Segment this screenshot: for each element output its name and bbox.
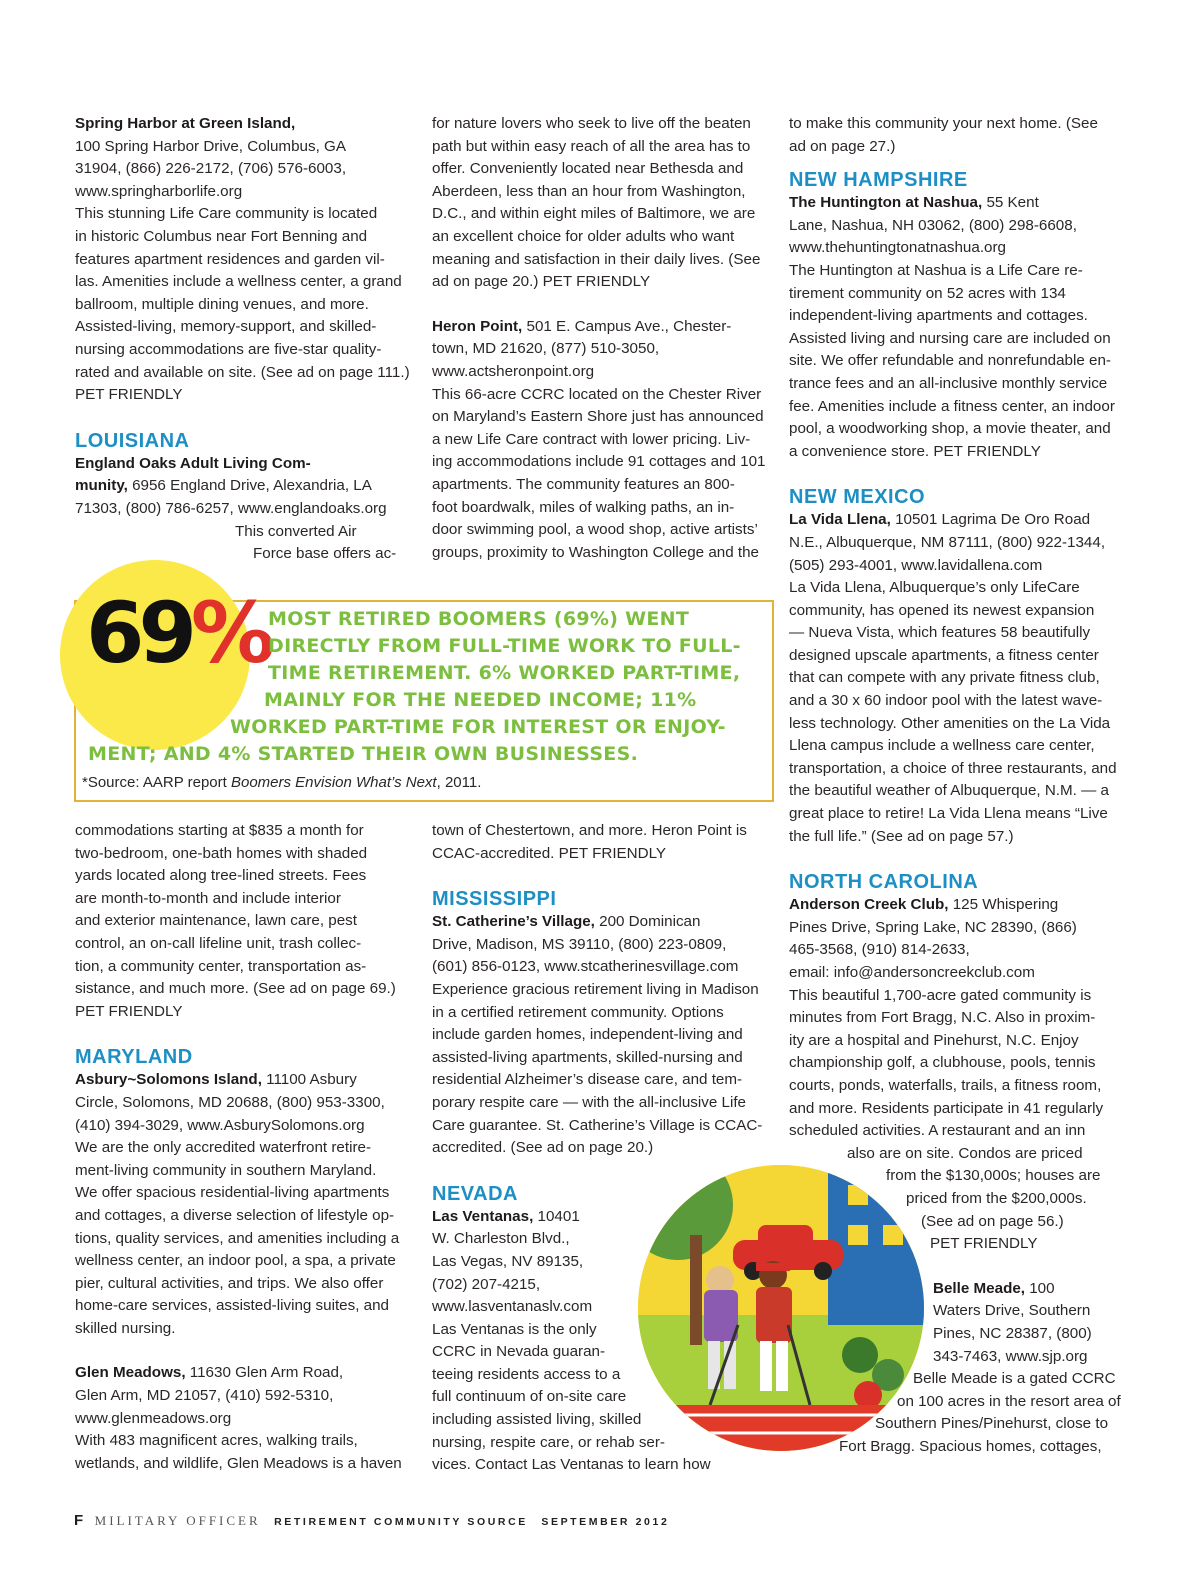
listing-body [75, 820, 415, 1023]
text-line: W. Charleston Blvd., [432, 1230, 570, 1248]
text-line: priced from the $200,000s. [906, 1189, 1087, 1207]
text-line: meaning and satisfaction in their daily lives. (See [432, 250, 761, 268]
text-line: transportation, a choice of three restaurants, and [789, 759, 1117, 777]
listing-name: Spring Harbor at Green Island, [75, 115, 296, 132]
text-line: ad on page 27.) [789, 137, 896, 155]
text-line: We are the only accredited waterfront retire- [75, 1139, 372, 1157]
text-line: and a 30 x 60 indoor pool with the latest wave- [789, 692, 1103, 710]
listing-body [432, 338, 772, 564]
text-line: rated and available on site. (See ad on page 111.) [75, 363, 410, 381]
text-line: www.glenmeadows.org [75, 1409, 232, 1427]
text-line: full continuum of on-site care [432, 1388, 627, 1406]
text-line: This beautiful 1,700-acre gated community is [789, 986, 1092, 1004]
state-heading-mississippi: MISSISSIPPI [432, 888, 557, 911]
text-line: — Nueva Vista, which features 58 beautifully [789, 624, 1091, 642]
text-line: Waters Drive, Southern [933, 1302, 1091, 1320]
listing-name: Asbury~Solomons Island, [75, 1071, 262, 1089]
text-line: tirement community on 52 acres with 134 [789, 284, 1066, 302]
text-line: Care guarantee. St. Catherine’s Village is CCAC- [432, 1116, 763, 1134]
text-line: on 100 acres in the resort area of [897, 1392, 1121, 1410]
text-line: 71303, (800) 786-6257, www.englandoaks.org [75, 499, 387, 517]
text-line: Aberdeen, less than an hour from Washington, [432, 182, 746, 200]
listing-body [789, 917, 1134, 1143]
text-line: We offer spacious residential-living apartments [75, 1184, 390, 1202]
text-line: ing accommodations include 91 cottages and 101 [432, 453, 766, 471]
page-footer [74, 1512, 669, 1529]
footer-section: RETIREMENT COMMUNITY SOURCE [274, 1516, 528, 1528]
text-line: www.thehuntingtonatnashua.org [789, 239, 1006, 257]
text-line: scheduled activities. A restaurant and an inn [789, 1122, 1086, 1140]
text-line: ity are a hospital and Pinehurst, N.C. Enjoy [789, 1031, 1079, 1049]
text-line: site. We offer refundable and nonrefundable en- [789, 352, 1111, 370]
text-line: minutes from Fort Bragg, N.C. Also in proxim- [789, 1009, 1096, 1027]
listing-address: 200 Dominican [594, 913, 701, 931]
text-line: on Maryland’s Eastern Shore just has announced [432, 408, 764, 426]
listing-name: La Vida Llena, [789, 511, 891, 529]
text-line: to make this community your next home. (See [789, 115, 1098, 132]
text-line: residential Alzheimer’s disease care, and tem- [432, 1071, 743, 1089]
listing-name: Anderson Creek Club, [789, 896, 949, 914]
text-line: control, an on-call lifeline unit, trash collec- [75, 934, 362, 952]
illustration-image [638, 1165, 924, 1451]
listing-body [789, 113, 1134, 158]
text-line: (410) 394-3029, www.AsburySolomons.org [75, 1116, 365, 1134]
text-line: are month-to-month and include interior [75, 889, 341, 907]
text-line: porary respite care — with the all-inclusive Life [432, 1093, 747, 1111]
text-line: PET FRIENDLY [930, 1235, 1038, 1253]
text-line: community, has opened its newest expansion [789, 601, 1095, 619]
text-line: apartments. The community features an 800- [432, 475, 735, 493]
text-line: email: info@andersoncreekclub.com [789, 964, 1035, 981]
text-line: Llena campus include a wellness care center, [789, 737, 1095, 755]
listing-text: Force base offers ac- [253, 545, 397, 563]
stat-percent-sign: % [190, 584, 270, 682]
state-heading-north-carolina: NORTH CAROLINA [789, 871, 979, 894]
listing-body [432, 820, 772, 865]
text-line: door swimming pool, a wood shop, active artists’ [432, 521, 758, 539]
text-line: tions, quality services, and amenities including a [75, 1229, 400, 1247]
text-line: and cottages, a diverse selection of lifestyle op- [75, 1206, 395, 1224]
text-line: ment-living community in southern Maryland. [75, 1161, 377, 1179]
text-line: also are on site. Condos are priced [847, 1144, 1083, 1162]
text-line: Assisted-living, memory-support, and skilled- [75, 318, 377, 336]
text-line: (See ad on page 56.) [921, 1212, 1064, 1230]
text-line: skilled nursing. [75, 1319, 176, 1337]
text-line: an excellent choice for older adults who want [432, 227, 735, 245]
listing-address: 100 [1025, 1279, 1055, 1297]
text-line: La Vida Llena, Albuquerque’s only LifeCare [789, 579, 1080, 597]
text-line: and exterior maintenance, lawn care, pest [75, 912, 357, 930]
text-line: include garden homes, independent-living and [432, 1026, 743, 1044]
callout-line: MAINLY FOR THE NEEDED INCOME; 11% [264, 689, 697, 711]
text-line: ballroom, multiple dining venues, and more. [75, 295, 369, 313]
state-heading-nevada: NEVADA [432, 1182, 518, 1205]
callout-line: TIME RETIREMENT. 6% WORKED PART-TIME, [268, 662, 741, 684]
text-line: less technology. Other amenities on the La Vida [789, 714, 1111, 732]
text-line: (702) 207-4215, [432, 1275, 541, 1293]
text-line: two-bedroom, one-bath homes with shaded [75, 844, 368, 862]
text-line: Glen Arm, MD 21057, (410) 592-5310, [75, 1387, 334, 1405]
footer-letter: F [74, 1512, 84, 1529]
listing-body [75, 1385, 415, 1475]
text-line: 100 Spring Harbor Drive, Columbus, GA [75, 137, 346, 155]
listing-address: 11630 Glen Arm Road, [185, 1364, 344, 1382]
callout-line: MENT; AND 4% STARTED THEIR OWN BUSINESSES. [88, 743, 639, 765]
listing-body [789, 532, 1134, 848]
golfers-illustration [638, 1165, 924, 1451]
text-line: Fort Bragg. Spacious homes, cottages, [839, 1437, 1102, 1455]
callout-line: DIRECTLY FROM FULL-TIME WORK TO FULL- [268, 635, 741, 657]
text-line: and more. Residents participate in 41 regularly [789, 1099, 1104, 1117]
text-line: including assisted living, skilled [432, 1411, 642, 1429]
callout-line: WORKED PART-TIME FOR INTEREST OR ENJOY- [230, 716, 726, 738]
text-line: town of Chestertown, and more. Heron Point is [432, 822, 747, 839]
listing-address: 10401 [533, 1207, 580, 1225]
text-line: from the $130,000s; houses are [886, 1167, 1101, 1185]
text-line: Experience gracious retirement living in Madison [432, 980, 759, 998]
callout-source: *Source: AARP report Boomers Envision What’s Next, 2011. [82, 774, 482, 791]
listing-body [432, 113, 772, 294]
state-heading-new-hampshire: NEW HAMPSHIRE [789, 169, 968, 192]
text-line: Circle, Solomons, MD 20688, (800) 953-3300, [75, 1093, 385, 1111]
text-line: www.actsheronpoint.org [432, 362, 595, 380]
text-line: that can compete with any private fitness club, [789, 669, 1100, 687]
text-line: features apartment residences and garden vil- [75, 250, 385, 268]
column-2-top [432, 113, 772, 564]
text-line: courts, ponds, waterfalls, trails, a fitness room, [789, 1076, 1102, 1094]
listing-address: 501 E. Campus Ave., Chester- [522, 317, 732, 335]
callout-line: MOST RETIRED BOOMERS (69%) WENT [268, 608, 690, 630]
listing-address: 10501 Lagrima De Oro Road [890, 511, 1091, 529]
listing-name: St. Catherine’s Village, [432, 913, 595, 931]
text-line: CCRC in Nevada guaran- [432, 1343, 606, 1361]
text-line: Assisted living and nursing care are included on [789, 329, 1111, 347]
text-line: (505) 293-4001, www.lavidallena.com [789, 556, 1043, 574]
listing-text: This converted Air [235, 522, 357, 540]
text-line: Pines Drive, Spring Lake, NC 28390, (866) [789, 918, 1077, 936]
text-line: With 483 magnificent acres, walking trails, [75, 1432, 358, 1450]
state-heading-louisiana: LOUISIANA [75, 429, 190, 452]
text-line: las. Amenities include a wellness center, a grand [75, 273, 402, 291]
text-line: This stunning Life Care community is located [75, 205, 378, 223]
text-line: sistance, and much more. (See ad on page 69.) [75, 980, 396, 998]
listing-body [75, 498, 415, 521]
text-line: offer. Conveniently located near Bethesda and [432, 160, 744, 178]
text-line: groups, proximity to Washington College and the [432, 543, 759, 561]
listing-body [75, 136, 415, 407]
listing-address: 125 Whispering [948, 896, 1059, 914]
text-line: wetlands, and wildlife, Glen Meadows is a haven [75, 1454, 402, 1472]
text-line: 343-7463, www.sjp.org [933, 1347, 1088, 1365]
text-line: Drive, Madison, MS 39110, (800) 223-0809, [432, 935, 727, 953]
text-line: nursing accommodations are five-star quality- [75, 340, 382, 358]
text-line: great place to retire! La Vida Llena means “Live [789, 805, 1108, 823]
text-line: The Huntington at Nashua is a Life Care re- [789, 261, 1083, 279]
text-line: CCAC-accredited. PET FRIENDLY [432, 844, 667, 862]
source-title: Boomers Envision What’s Next [230, 774, 437, 791]
listing-body [432, 934, 772, 1160]
text-line: accredited. (See ad on page 20.) [432, 1139, 654, 1157]
listing-address: 11100 Asbury [261, 1071, 357, 1089]
text-line: Las Ventanas is the only [432, 1320, 597, 1338]
listing-name: munity, [75, 477, 128, 495]
text-line: This 66-acre CCRC located on the Chester River [432, 385, 762, 403]
text-line: commodations starting at $835 a month for [75, 822, 364, 839]
text-line: 465-3568, (910) 814-2633, [789, 941, 970, 959]
text-line: the full life.” (See ad on page 57.) [789, 827, 1014, 845]
text-line: www.springharborlife.org [75, 182, 243, 200]
text-line: wellness center, an indoor pool, a spa, a private [75, 1252, 396, 1270]
text-line: Pines, NC 28387, (800) [933, 1324, 1092, 1342]
text-line: ad on page 20.) PET FRIENDLY [432, 273, 651, 291]
listing-name: The Huntington at Nashua, [789, 194, 983, 212]
text-line: yards located along tree-lined streets. Fees [75, 867, 367, 885]
text-line: Lane, Nashua, NH 03062, (800) 298-6608, [789, 216, 1077, 234]
listing-name: Heron Point, [432, 317, 523, 335]
text-line: foot boardwalk, miles of walking paths, an in- [432, 498, 735, 516]
text-line: Belle Meade is a gated CCRC [913, 1370, 1116, 1388]
listing-name: Las Ventanas, [432, 1207, 534, 1225]
text-line: D.C., and within eight miles of Baltimore, we are [432, 205, 756, 223]
text-line: a convenience store. PET FRIENDLY [789, 442, 1041, 460]
text-line: championship golf, a clubhouse, pools, tennis [789, 1054, 1096, 1072]
stat-value: 69 [86, 584, 191, 682]
text-line: PET FRIENDLY [75, 1002, 183, 1020]
text-line: teeing residents access to a [432, 1365, 621, 1383]
state-heading-maryland: MARYLAND [75, 1046, 193, 1069]
text-line: assisted-living apartments, skilled-nursing and [432, 1048, 743, 1066]
text-line: (601) 856-0123, www.stcatherinesvillage.com [432, 958, 739, 976]
text-line: pool, a woodworking shop, a movie theater, and [789, 420, 1111, 438]
listing-body [75, 1092, 415, 1341]
text-line: nursing, respite care, or rehab ser- [432, 1433, 665, 1451]
text-line: town, MD 21620, (877) 510-3050, [432, 340, 660, 358]
listing-name: Glen Meadows, [75, 1364, 186, 1382]
listing-name: Belle Meade, [933, 1279, 1026, 1297]
text-line: trance fees and an all-inclusive monthly service [789, 374, 1108, 392]
footer-issue: SEPTEMBER 2012 [541, 1516, 670, 1528]
column-1-top [75, 113, 415, 566]
stat-number [86, 584, 270, 682]
text-line: for nature lovers who seek to live off the beaten [432, 115, 751, 132]
text-line: fee. Amenities include a fitness center, an indoor [789, 397, 1115, 415]
text-line: pier, cultural activities, and trips. We also offer [75, 1274, 384, 1292]
text-line: a new Life Care contract with lower pricing. Liv- [432, 430, 751, 448]
text-line: the beautiful weather of Albuquerque, N.M. — a [789, 782, 1109, 800]
text-line: 31904, (866) 226-2172, (706) 576-6003, [75, 160, 347, 178]
statistic-callout [74, 560, 774, 803]
text-line: path but within easy reach of all the area has to [432, 137, 751, 155]
footer-magazine: MILITARY OFFICER [94, 1513, 261, 1528]
listing-address: 6956 England Drive, Alexandria, LA [127, 477, 372, 495]
listing-body [789, 215, 1134, 464]
text-line: home-care services, assisted-living suites, and [75, 1297, 390, 1315]
state-heading-new-mexico: NEW MEXICO [789, 486, 926, 509]
text-line: in historic Columbus near Fort Benning and [75, 227, 368, 245]
text-line: in a certified retirement community. Options [432, 1003, 724, 1021]
text-line: N.E., Albuquerque, NM 87111, (800) 922-1344, [789, 533, 1106, 551]
listing-address: 55 Kent [982, 194, 1039, 212]
listing-name: England Oaks Adult Living Com- [75, 454, 311, 472]
text-line: tion, a community center, transportation as- [75, 957, 367, 975]
text-line: Southern Pines/Pinehurst, close to [875, 1415, 1109, 1433]
text-line: PET FRIENDLY [75, 386, 183, 404]
text-line: independent-living apartments and cottages. [789, 307, 1088, 325]
column-1-bottom [75, 820, 415, 1475]
text-line: designed upscale apartments, a fitness center [789, 646, 1099, 664]
text-line: Las Vegas, NV 89135, [432, 1252, 584, 1270]
text-line: vices. Contact Las Ventanas to learn how [432, 1456, 711, 1474]
text-line: www.lasventanaslv.com [432, 1298, 593, 1316]
